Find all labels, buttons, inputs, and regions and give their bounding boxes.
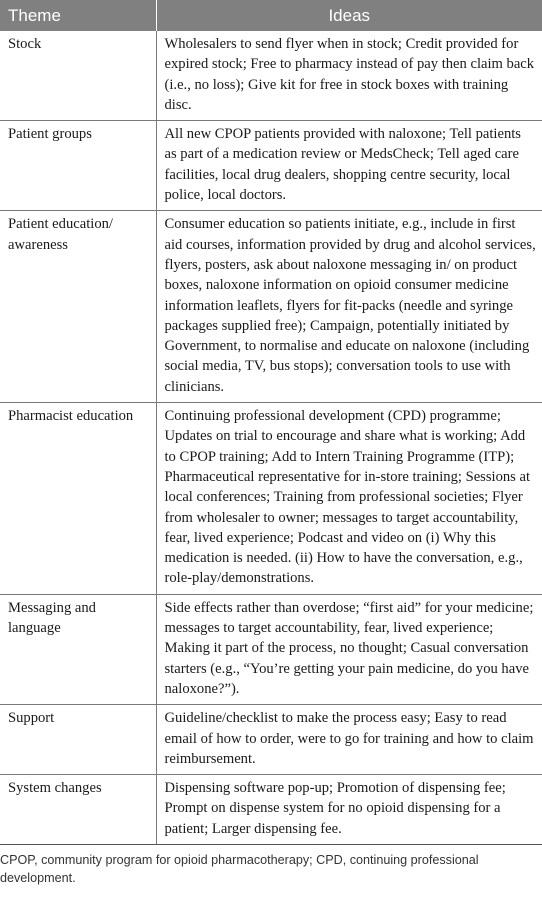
table-row	[0, 775, 542, 845]
table-row	[0, 403, 542, 595]
ideas-cell: Guideline/checklist to make the process easy; Easy to read email of how to order, were to go for training and how to claim reimbursement.	[156, 705, 542, 775]
theme-cell: Patient groups	[0, 121, 156, 211]
header-ideas: Ideas	[156, 0, 542, 31]
theme-cell: Messaging and language	[0, 594, 156, 704]
theme-cell: System changes	[0, 775, 156, 845]
ideas-cell: Wholesalers to send flyer when in stock; Credit provided for expired stock; Free to pharmacy instead of pay then claim back (i.e., no loss); Give kit for free in stock boxes with training disc.	[156, 31, 542, 121]
ideas-cell: Side effects rather than overdose; “first aid” for your medicine; messages to target accountability, fear, lived experience; Making it part of the process, no thought; Casual conversation starters (e.g., “You’re getting your pain medicine, do you have naloxone?”).	[156, 594, 542, 704]
theme-cell: Patient education/ awareness	[0, 211, 156, 403]
theme-cell: Pharmacist education	[0, 403, 156, 595]
header-theme: Theme	[0, 0, 156, 31]
ideas-cell: Continuing professional development (CPD) programme; Updates on trial to encourage and share what is working; Add to CPOP training; Add to Intern Training Programme (ITP); Pharmaceutical representative for in-store training; Sessions at local conferences; Training from professional societies; Flyer from wholesaler to owner; messages to target accountability, fear, lived experience; Podcast and video on (i) Why this medication is needed. (ii) How to have the conversation, e.g., role-play/demonstrations.	[156, 403, 542, 595]
table-row	[0, 121, 542, 211]
theme-cell: Stock	[0, 31, 156, 121]
table-row	[0, 594, 542, 704]
table-row	[0, 211, 542, 403]
ideas-cell: Dispensing software pop-up; Promotion of dispensing fee; Prompt on dispense system for no opioid dispensing for a patient; Larger dispensing fee.	[156, 775, 542, 845]
ideas-cell: Consumer education so patients initiate, e.g., include in first aid courses, information provided by drug and alcohol services, flyers, posters, ask about naloxone messaging in/ on product boxes, naloxone information on opioid consumer medicine information leaflets, flyers for fit-packs (needle and syringe packages supplied free); Campaign, potentially initiated by Government, to normalise and educate on naloxone (including social media, TV, bus stops); conversation tools to use with clinicians.	[156, 211, 542, 403]
table-header-row	[0, 0, 542, 31]
table-row	[0, 31, 542, 121]
table-row	[0, 705, 542, 775]
ideas-cell: All new CPOP patients provided with naloxone; Tell patients as part of a medication review or MedsCheck; Tell aged care facilities, local drug dealers, shopping centre security, local police, local doctors.	[156, 121, 542, 211]
theme-cell: Support	[0, 705, 156, 775]
table-footnote: CPOP, community program for opioid pharmacotherapy; CPD, continuing professional development.	[0, 852, 479, 885]
